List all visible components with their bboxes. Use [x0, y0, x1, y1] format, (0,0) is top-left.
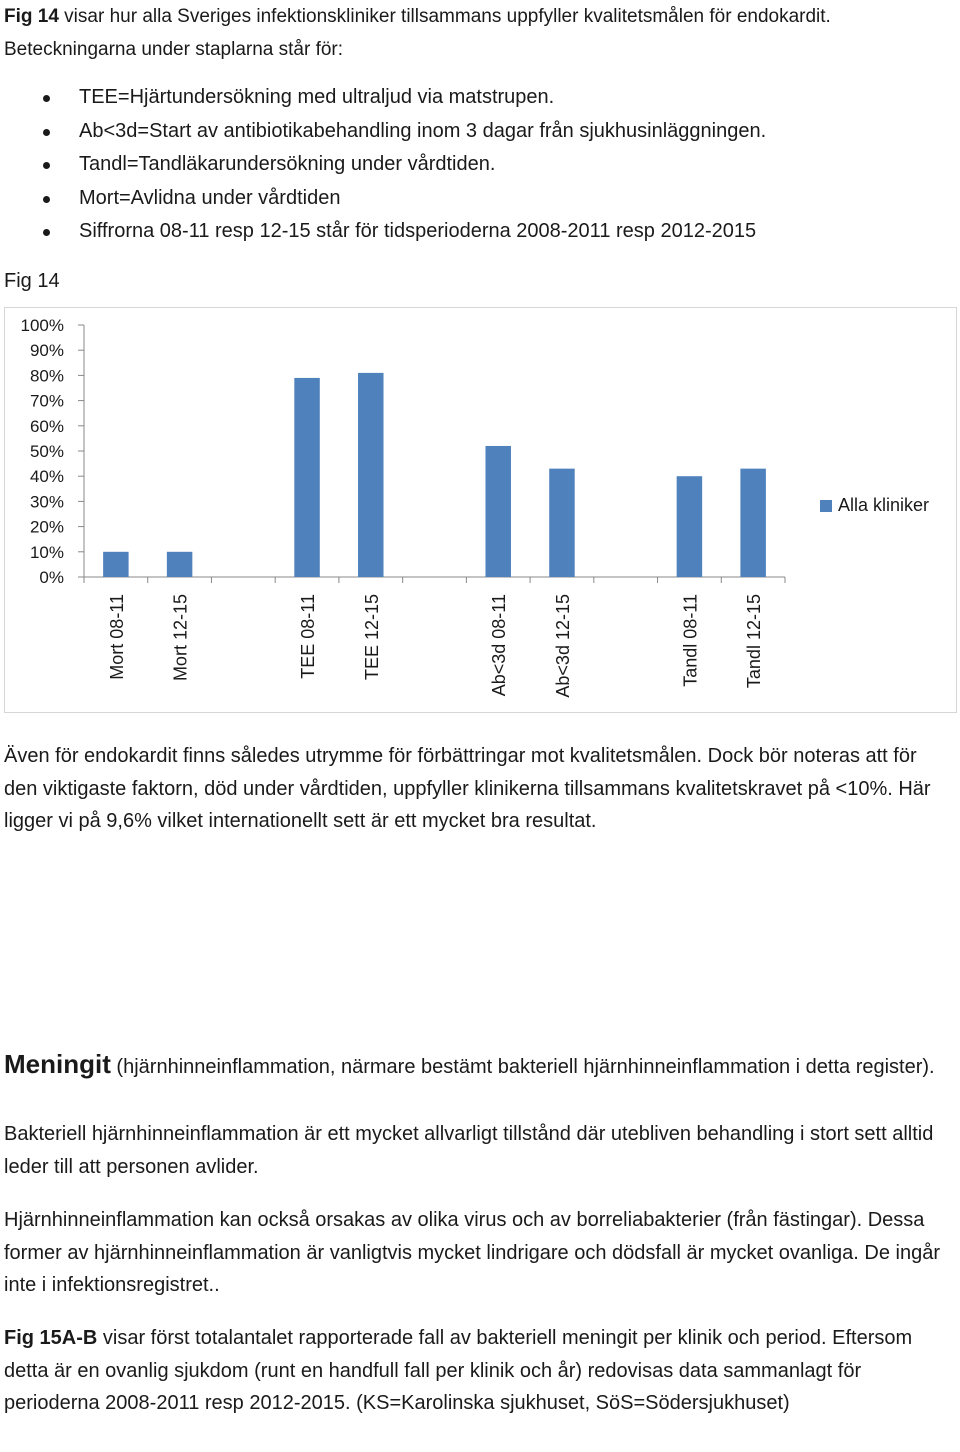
bullet-icon	[43, 229, 50, 236]
list-item: Siffrorna 08-11 resp 12-15 står för tidsperioderna 2008-2011 resp 2012-2015	[0, 215, 950, 249]
meningit-causes-paragraph: Hjärnhinneinflammation kan också orsakas av olika virus och av borreliabakterier (från fästingar). Dessa former av hjärnhinneinflammation är vanligtvis mycket lindrigare och dödsfall är mycket ovanliga. De ingår inte i infektionsregistret..	[4, 1209, 940, 1296]
y-tick-label: 50%	[29, 442, 64, 461]
list-item: Ab<3d=Start av antibiotikabehandling inom 3 dagar från sjukhusinläggningen.	[0, 115, 950, 149]
y-tick-label: 40%	[29, 467, 64, 487]
meningit-severity-paragraph: Bakteriell hjärnhinneinflammation är ett mycket allvarligt tillstånd där utebliven behandling i stort sett alltid leder till att personen avlider.	[4, 1123, 934, 1178]
intro-paragraph	[4, 0, 954, 66]
bullet-icon	[43, 95, 50, 102]
y-tick-label: 100%	[20, 316, 64, 335]
x-tick-label: Ab<3d 08-11	[489, 594, 510, 697]
meningit-intro-text: (hjärnhinneinflammation, närmare bestämt bakteriell hjärnhinneinflammation i detta register).	[110, 1056, 935, 1078]
bullet-icon	[43, 196, 50, 203]
definitions-list	[0, 81, 950, 249]
x-tick-label: TEE 08-11	[298, 594, 319, 679]
y-tick-label: 20%	[29, 517, 64, 537]
x-tick-label: Tandl 08-11	[680, 594, 701, 687]
figure-label: Fig 14	[4, 270, 60, 292]
bullet-icon	[43, 129, 50, 136]
fig15-paragraph	[4, 1322, 954, 1420]
x-tick-label: Mort 08-11	[106, 594, 127, 680]
x-tick-label: Ab<3d 12-15	[552, 594, 573, 698]
legend-label: Alla kliniker	[838, 495, 930, 515]
x-tick-label: Mort 12-15	[170, 594, 191, 682]
x-tick-label: Tandl 12-15	[744, 594, 765, 689]
legend-swatch	[820, 500, 832, 512]
y-tick-label: 60%	[29, 416, 64, 436]
y-tick-label: 30%	[29, 492, 64, 512]
y-tick-label: 0%	[39, 568, 64, 587]
list-item: Tandl=Tandläkarundersökning under vårdtiden.	[0, 148, 950, 182]
y-tick-label: 70%	[29, 391, 64, 411]
fig15-text: visar först totalantalet rapporterade fall av bakteriell meningit per klinik och period. Eftersom detta är en ovanlig sjukdom (runt en handfull fall per klinik och år) redovisas data sammanlagt för perioderna 2008-2011 resp 2012-2015. (KS=Karolinska sjukhuset, SöS=Södersjukhuset)	[4, 1327, 913, 1414]
list-item: Mort=Avlidna under vårdtiden	[0, 182, 950, 216]
chart-frame	[4, 307, 957, 713]
chart-legend	[820, 495, 929, 516]
bullet-icon	[43, 162, 50, 169]
y-tick-label: 90%	[29, 341, 64, 361]
intro-text: visar hur alla Sveriges infektionskliniker tillsammans uppfyller kvalitetsmålen för endokardit. Beteckningarna under staplarna står för:	[4, 6, 831, 60]
x-tick-label: TEE 12-15	[361, 594, 382, 681]
fig15-reference: Fig 15A-B	[4, 1327, 98, 1349]
list-item: TEE=Hjärtundersökning med ultraljud via matstrupen.	[0, 81, 950, 115]
y-tick-label: 10%	[29, 542, 64, 562]
meningit-intro-paragraph	[4, 1048, 954, 1084]
y-tick-label: 80%	[29, 366, 64, 386]
fig14-reference: Fig 14	[4, 6, 59, 27]
endokardit-summary-paragraph: Även för endokardit finns således utrymme för förbättringar mot kvalitetsmålen. Dock bör noteras att för den viktigaste faktorn, död under vårdtiden, uppfyller klinikerna tillsammans kvalitetskravet på <10%. Här ligger vi på 9,6% vilket internationellt sett är ett mycket bra resultat.	[4, 745, 931, 832]
meningit-heading: Meningit	[4, 1049, 111, 1079]
